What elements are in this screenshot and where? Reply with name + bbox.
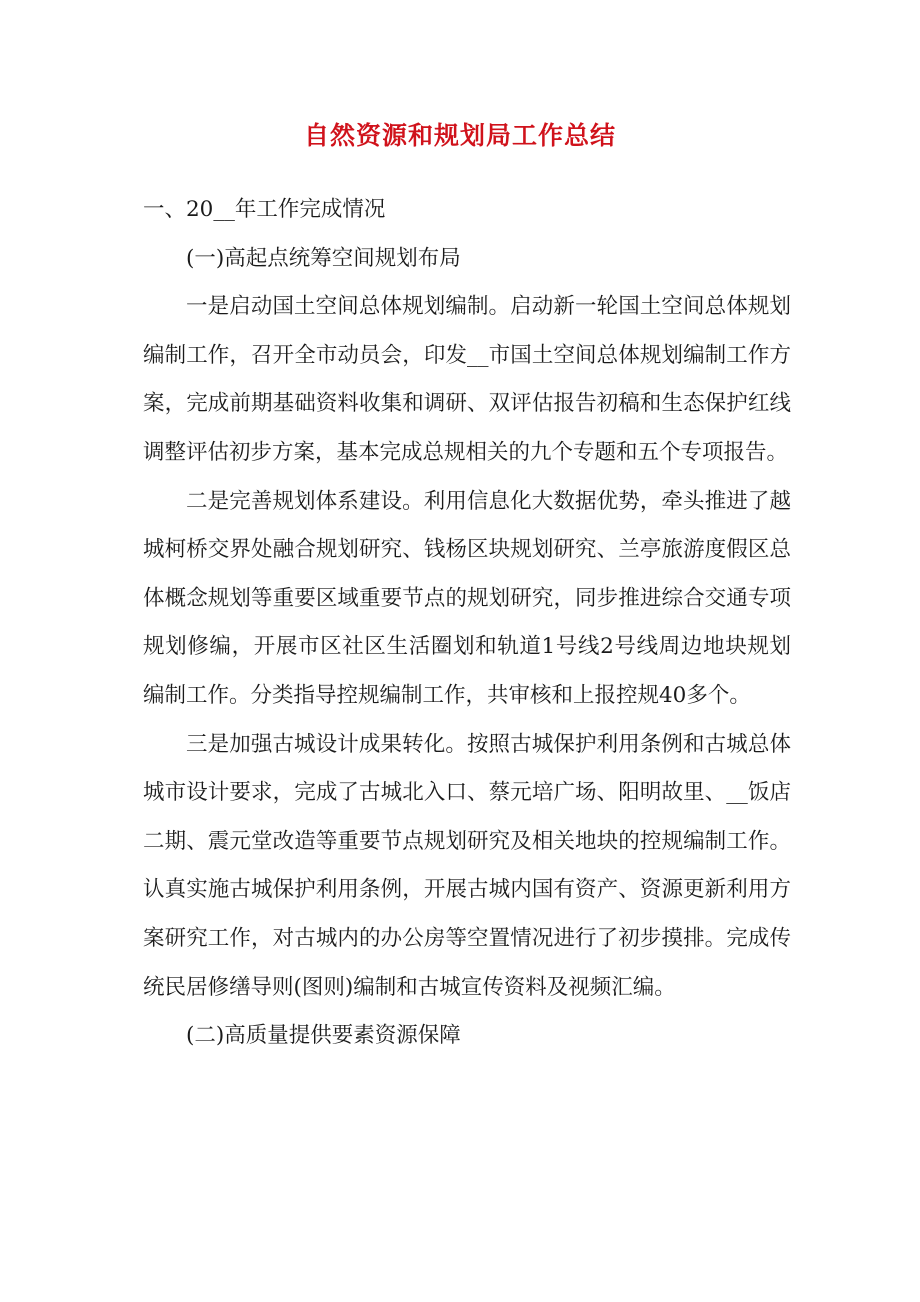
section-heading-1: 一、20__年工作完成情况	[143, 197, 386, 222]
paragraph-1: 一是启动国土空间总体规划编制。启动新一轮国土空间总体规划编制工作，召开全市动员会，印发__市国土空间总体规划编制工作方案，完成前期基础资料收集和调研、双评估报告初稿和生态保护红线调整评估初步方案，基本完成总规相关的九个专题和五个专项报告。	[143, 294, 791, 465]
document-title: 自然资源和规划局工作总结	[303, 121, 616, 150]
subsection-heading-1: (一)高起点统筹空间规划布局	[186, 245, 461, 271]
paragraph-2: 二是完善规划体系建设。利用信息化大数据优势，牵头推进了越城柯桥交界处融合规划研究、钱杨区块规划研究、兰亭旅游度假区总体概念规划等重要区域重要节点的规划研究，同步推进综合交通专项规划修编，开展市区社区生活圈划和轨道1号线2号线周边地块规划编制工作。分类指导控规编制工作，共审核和上报控规40多个。	[143, 488, 791, 708]
subsection-heading-2: (二)高质量提供要素资源保障	[186, 1023, 461, 1049]
paragraph-3: 三是加强古城设计成果转化。按照古城保护利用条例和古城总体城市设计要求，完成了古城北入口、蔡元培广场、阳明故里、__饭店二期、震元堂改造等重要节点规划研究及相关地块的控规编制工作。认真实施古城保护利用条例，开展古城内国有资产、资源更新利用方案研究工作，对古城内的办公房等空置情况进行了初步摸排。完成传统民居修缮导则(图则)编制和古城宣传资料及视频汇编。	[143, 731, 791, 1000]
document-body	[143, 186, 791, 1061]
